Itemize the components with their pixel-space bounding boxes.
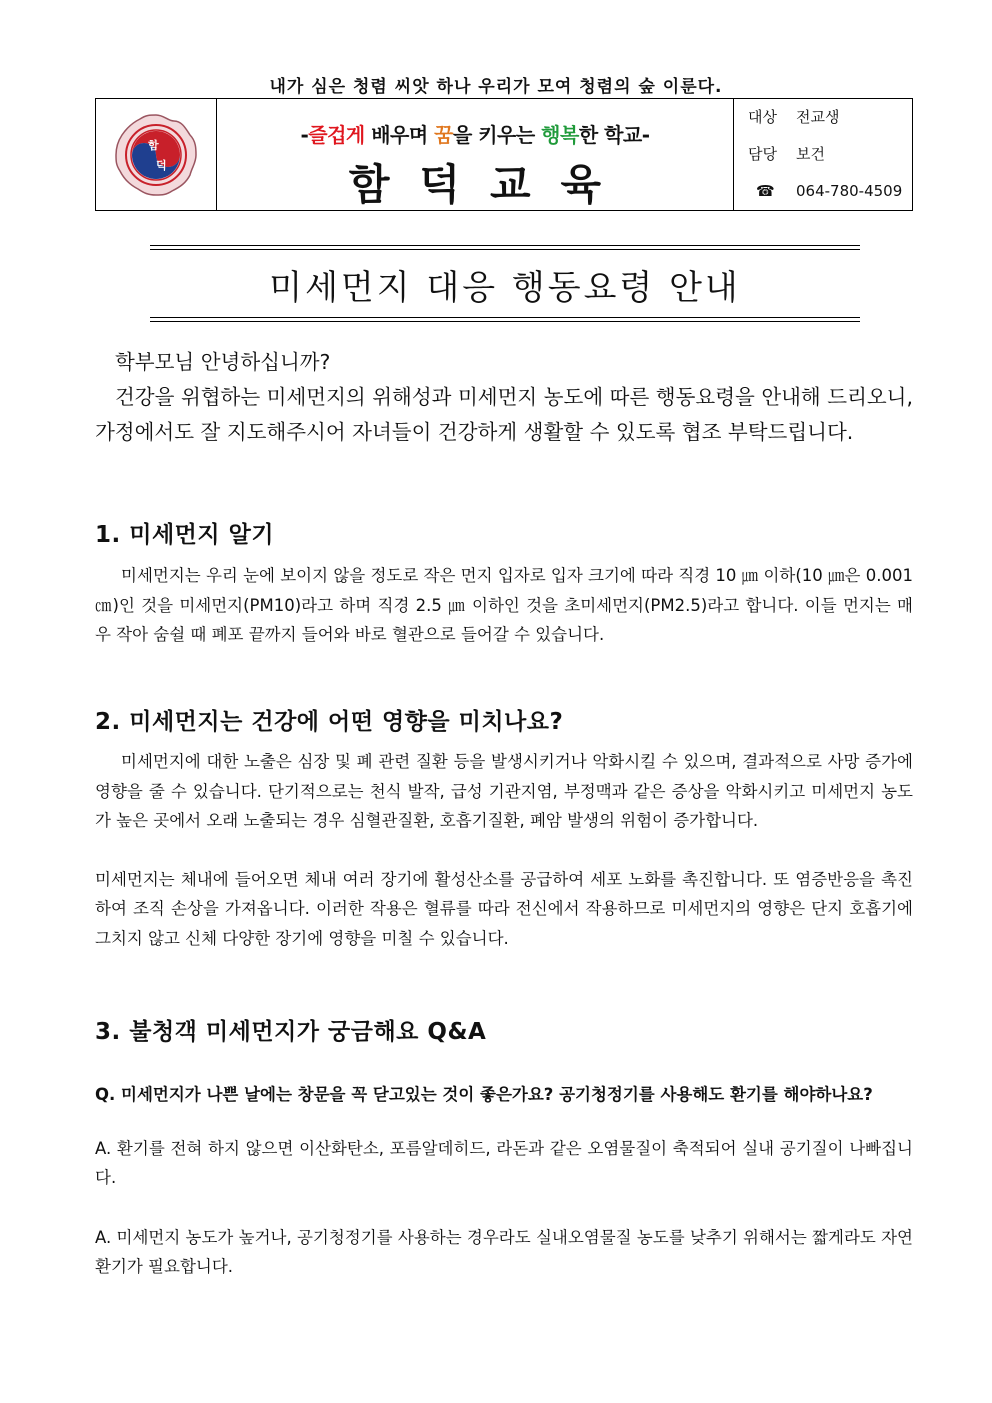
info-row-phone: [748, 173, 912, 210]
intro-paragraph: 건강을 위협하는 미세먼지의 위해성과 미세먼지 농도에 따른 행동요령을 안내해 드리오니, 가정에서도 잘 지도해주시어 자녀들이 건강하게 생활할 수 있도록 협조 부탁드립니다.: [95, 385, 913, 444]
slogan-text-3: 한 학교-: [578, 123, 650, 147]
section-2-heading: 2. 미세먼지는 건강에 어떤 영향을 미치나요?: [95, 709, 564, 735]
section-3: [95, 1013, 913, 1282]
qa-answer-2: A. 미세먼지 농도가 높거나, 공기청정기를 사용하는 경우라도 실내오염물질 농도를 낮추기 위해서는 짧게라도 자연환기가 필요합니다.: [95, 1227, 913, 1276]
section-2: [95, 703, 913, 953]
info-key: 대상: [748, 108, 777, 126]
school-slogan: [217, 119, 733, 148]
document-title: 미세먼지 대응 행동요령 안내: [269, 268, 741, 308]
school-emblem-icon: [110, 109, 202, 201]
header-box: [95, 98, 913, 211]
qa-answer-1: A. 환기를 전혀 하지 않으면 이산화탄소, 포름알데히드, 라돈과 같은 오염물질이 축적되어 실내 공기질이 나빠집니다.: [95, 1138, 913, 1187]
qa-question: Q. 미세먼지가 나쁜 날에는 창문을 꼭 닫고있는 것이 좋은가요? 공기청정기를 사용해도 환기를 해야하나요?: [95, 1085, 873, 1104]
slogan-text-2: 을 키우는: [452, 123, 542, 147]
slogan-text-1: 배우며: [364, 123, 435, 147]
info-key: 담당: [748, 145, 777, 163]
phone-number: 064-780-4509: [796, 182, 903, 200]
slogan-word-1: 즐겁게: [308, 123, 365, 147]
info-value: 전교생: [796, 108, 840, 126]
header-center: [217, 99, 734, 210]
header-info: [734, 99, 912, 210]
emblem-char-1: 함: [148, 138, 159, 152]
section-2-body-1: 미세먼지에 대한 노출은 심장 및 폐 관련 질환 등을 발생시키거나 악화시킬 수 있으며, 결과적으로 사망 증가에 영향을 줄 수 있습니다. 단기적으로는 천식 발작, 급성 기관지염, 부정맥과 같은 증상을 악화시키고 미세먼지 농도가 높은 곳에서 오래 노출되는 경우 심혈관질환, 호흡기질환, 폐암 발생의 위험이 증가합니다.: [95, 752, 913, 830]
section-3-heading: 3. 불청객 미세먼지가 궁금해요 Q&A: [95, 1019, 487, 1045]
section-1-body: 미세먼지는 우리 눈에 보이지 않을 정도로 작은 먼지 입자로 입자 크기에 따라 직경 10 ㎛ 이하(10 ㎛은 0.001 ㎝)인 것을 미세먼지(PM10)라고 하며 직경 2.5 ㎛ 이하인 것을 초미세먼지(PM2.5)라고 합니다. 이들 먼지는 매우 작아 숨쉴 때 폐포 끝까지 들어와 바로 혈관으로 들어갈 수 있습니다.: [95, 566, 913, 644]
school-name: 함덕교육: [348, 160, 632, 209]
section-2-body-2: 미세먼지는 체내에 들어오면 체내 여러 장기에 활성산소를 공급하여 세포 노화를 촉진합니다. 또 염증반응을 촉진하여 조직 손상을 가져옵니다. 이러한 작용은 혈류를 따라 전신에서 작용하므로 미세먼지의 영향은 단지 호흡기에 그치지 않고 신체 다양한 장기에 영향을 미칠 수 있습니다.: [95, 869, 913, 948]
school-logo-cell: [96, 99, 217, 210]
info-row-target: [748, 99, 912, 136]
title-rule-bottom: [150, 317, 860, 322]
info-row-manager: [748, 136, 912, 173]
title-block: [150, 245, 860, 322]
info-value: 보건: [796, 145, 825, 163]
slogan-word-2: 꿈: [434, 123, 453, 147]
section-1: [95, 516, 913, 650]
section-1-heading: 1. 미세먼지 알기: [95, 522, 275, 548]
slogan-word-3: 행복: [541, 123, 579, 147]
phone-icon: ☎: [756, 182, 775, 200]
slogan-prefix: -: [300, 123, 309, 147]
greeting: 학부모님 안녕하십니까?: [115, 350, 331, 374]
intro-section: [95, 345, 913, 450]
emblem-char-2: 덕: [156, 158, 167, 172]
school-motto: 내가 심은 청렴 씨앗 하나 우리가 모여 청렴의 숲 이룬다.: [269, 77, 723, 97]
